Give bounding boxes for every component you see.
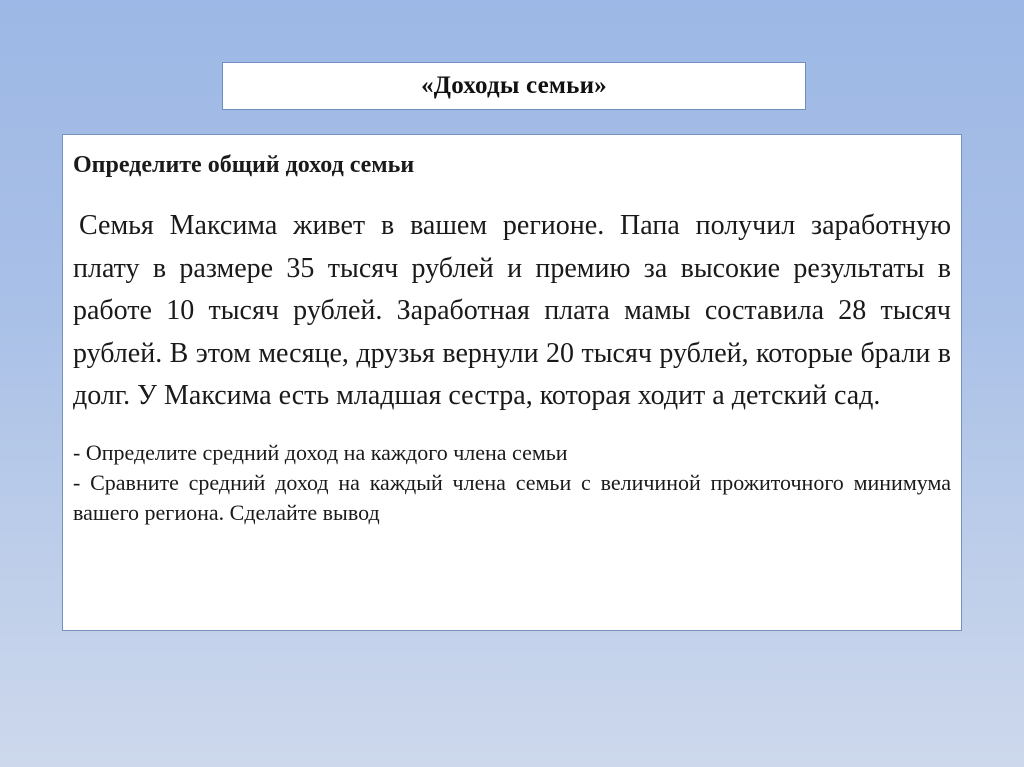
question-average-income: - Определите средний доход на каждого члена семьи (73, 439, 568, 465)
slide-title-box (222, 62, 806, 110)
task-story: Семья Максима живет в вашем регионе. Папа получил заработную плату в размере 35 тысяч рублей и премию за высокие результаты в работе 10 тысяч рублей. Заработная плата мамы составила 28 тысяч рублей. В этом месяце, друзья вернули 20 тысяч рублей, которые брали в долг. У Максима есть младшая сестра, которая ходит а детский сад. (73, 210, 951, 411)
task-heading: Определите общий доход семьи (73, 152, 415, 178)
question-list (73, 438, 951, 528)
slide-title: «Доходы семьи» (421, 72, 607, 99)
question-compare-minimum: - Сравните средний доход на каждый члена семьи с величиной прожиточного минимума вашего региона. Сделайте вывод (73, 469, 951, 525)
task-box (62, 134, 962, 631)
